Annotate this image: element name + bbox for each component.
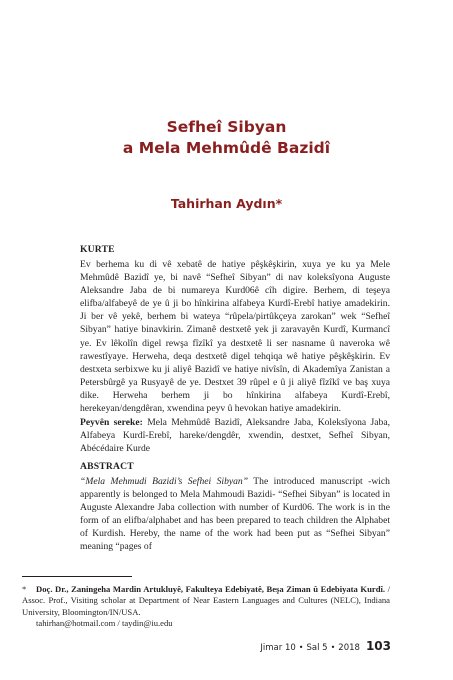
footnote-text: / Assoc. Prof., Visiting scholar at Department of Near Eastern Languages and Cultures (NELC), Indiana University, Bloomington/IN/USA.: [22, 584, 390, 617]
abstract-heading: ABSTRACT: [80, 461, 134, 472]
keywords-text: Mela Mehmûdê Bazidî, Aleksandre Jaba, Koleksîyona Jaba, Alfabeya Kurdî-Erebî, hareke/dengdêr, xwendin, destxet, Sefheî Sibyan, Abécédaire Kurde: [80, 417, 390, 455]
bullet-1: •: [298, 643, 304, 652]
kurte-heading: KURTE: [80, 244, 115, 255]
abstract-section: [80, 461, 390, 554]
author-name: Tahirhan Aydın*: [170, 196, 283, 211]
keywords-label: Peyvên sereke:: [80, 417, 143, 429]
title-line-2: a Mela Mehmûdê Bazidî: [122, 139, 331, 157]
footnote-affiliation: [22, 584, 390, 618]
year: 2018: [338, 643, 360, 653]
year-label: Sal 5: [306, 643, 328, 653]
page-footer: [260, 639, 391, 653]
kurte-body: Ev berhema ku di vê xebatê de hatiye pêşkêşkirin, xuya ye ku ya Mele Mehmûdê Bazidî ye, bi navê “Sefheî Sibyan” di nav koleksîyona Auguste Aleksandre Jaba de bi numareya Kurd06ê cîh digire. Berhem, di teşeya elifba/alfabeyê de ye û ji bo hînkirina alfabeya Kurdî-Erebî hatiye amadekirin. Ji ber vê yekê, berhem bi wateya “rûpela/pirtûkçeya zarokan” wek “Sefheî Sibyan” hatiye binavkirin. Zimanê destxetê yek ji zaravayên Kurdî, Kurmancî ye. Ev lêkolîn digel rewşa fîzîkî ya destxetê li ser nasname û naveroka wê rawestîyaye. Herweha, deqa destxetê digel tehqiqa wê hatiye pêşkêşkirin. Ev destxeta serbixwe ku ji aliyê Bazidî ve hatiye nivîsîn, di Akademîya Zanistan a Petersbûrgê ya Rusyayê de ye. Destxet 39 rûpel e û ji aliyê fîzîkî ve baş xuya dike. Herweha berhem ji bo hînkirina alfabeya Kurdî-Erebî, herekeyan/dengdêran, xwendina peyv û hevokan hatiye amadekirin.: [80, 259, 390, 415]
footnote-email: tahirhan@hotmail.com / taydin@iu.edu: [36, 618, 173, 629]
footnote-divider: [22, 576, 132, 577]
article-title: [0, 117, 453, 159]
footnote: [22, 584, 390, 630]
abstract-text: The introduced manuscript -wich apparently is belonged to Mela Mahmoudi Bazidi- “Sefhei Sibyan” is located in Auguste Alexandre Jaba collection with number of Kurd06. The work is in the form of an elifba/alphabet and has been prepared to teach children the Alphabet of Kurdish. Hereby, the name of the work had been put as “Sefhei Sibyan” meaning “pages of: [80, 476, 390, 553]
kurte-keywords: [80, 416, 390, 455]
issue-label: Jimar 10: [260, 643, 296, 653]
bullet-2: •: [330, 643, 336, 652]
page-number: 103: [365, 639, 391, 653]
abstract-body: [80, 475, 390, 554]
title-line-1: Sefheî Sibyan: [166, 118, 287, 136]
kurte-section: [80, 244, 390, 455]
footnote-bold: Doç. Dr., Zaningeha Mardin Artukluyê, Fakulteya Edebiyatê, Beşa Ziman û Edebiyata Kurdî.: [36, 584, 386, 594]
abstract-lead: “Mela Mehmudi Bazidi’s Sefhei Sibyan”: [80, 476, 249, 487]
footnote-marker: *: [22, 584, 27, 594]
